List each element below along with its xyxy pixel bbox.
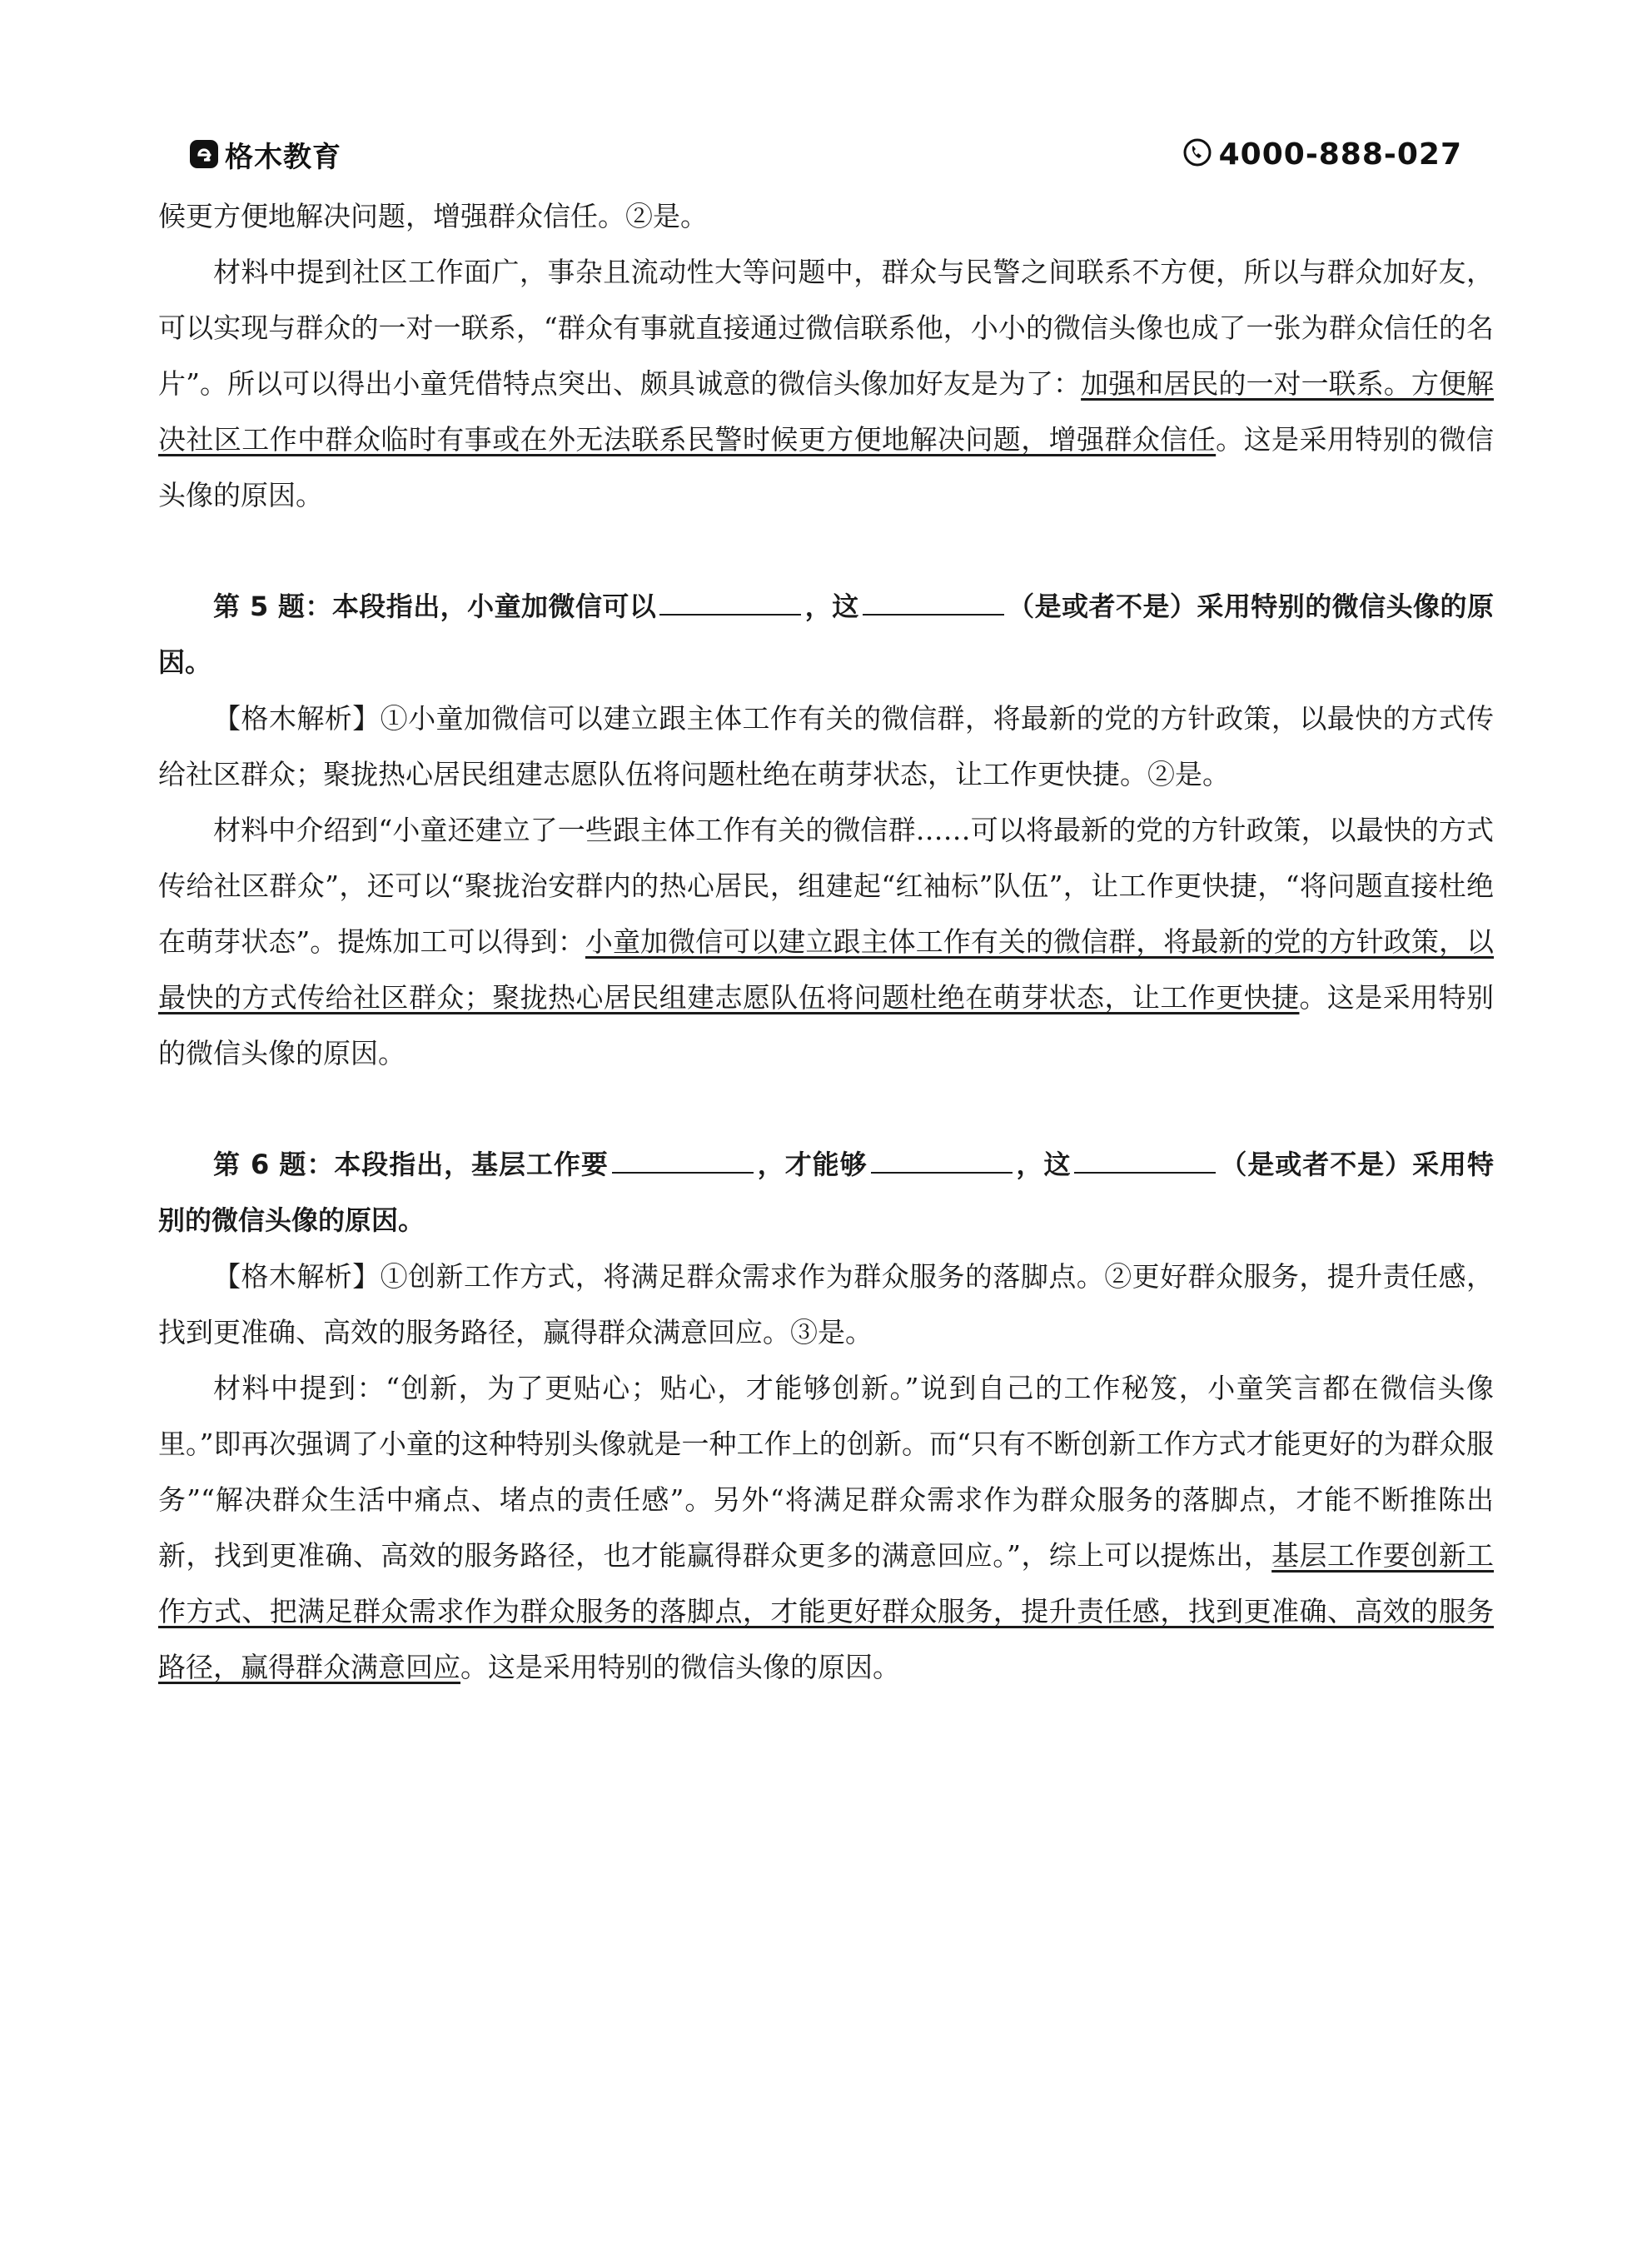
continuation-text: 候更方便地解决问题，增强群众信任。②是。 [158,200,708,232]
text-span: 材料中提到：“创新，为了更贴心；贴心，才能够创新。”说到自己的工作秘笈，小童笑言都在微信头像里。”即再次强调了小童的这种特别头像就是一种工作上的创新。而“只有不断创新工作方式才能更好的为群众服务”“解决群众生活中痛点、堵点的责任感”。另外“将满足群众需求作为群众服务的落脚点，才能不断推陈出新，找到更准确、高效的服务路径，也才能赢得群众更多的满意回应。”，综上可以提炼出， [158,1372,1494,1572]
brand-e-logo-icon [190,140,218,168]
text-span: 。这是采用特别的微信头像的原因。 [460,1651,900,1683]
question-text: 第 5 题：本段指出，小童加微信可以 [213,591,657,622]
answer-blank [871,1147,1013,1174]
question-text: 第 6 题：本段指出，基层工作要 [213,1149,609,1180]
brand [190,134,341,175]
answer-blank [863,589,1004,616]
underlined-answer: 加强和居民的一对一联系。方便解决社区工作中群众临时有事或在外无法联系民警时候更方便地解决问题，增强群众信任 [158,367,1495,456]
text-span: 材料中介绍到“小童还建立了一些跟主体工作有关的微信群……可以将最新的党的方针政策，以最快的方式传给社区群众”，还可以“聚拢治安群内的热心居民，组建起“红袖标”队伍”，让工作更快捷，“将问题直接杜绝在萌芽状态”。提炼加工可以得到： [158,814,1494,958]
answer-6: 【格木解析】①创新工作方式，将满足群众需求作为群众服务的落脚点。②更好群众服务，提升责任感，找到更准确、高效的服务路径，赢得群众满意回应。③是。 [158,1260,1494,1348]
text-span: 。这是采用特别的微信头像的原因。 [158,981,1495,1069]
underlined-answer: 小童加微信可以建立跟主体工作有关的微信群，将最新的党的方针政策，以最快的方式传给社区群众；聚拢热心居民组建志愿队伍将问题杜绝在萌芽状态，让工作更快捷 [158,925,1495,1014]
answer-5: 【格木解析】①小童加微信可以建立跟主体工作有关的微信群，将最新的党的方针政策，以最快的方式传给社区群众；聚拢热心居民组建志愿队伍将问题杜绝在萌芽状态，让工作更快捷。②是。 [158,702,1494,790]
material-paragraph [158,244,1494,523]
question-text: （是或者不是）采用特别的微信头像的原因。 [158,1149,1494,1236]
explanation-6 [158,1360,1494,1695]
page-header [190,133,1462,175]
text-span: 。这是采用特别的微信头像的原因。 [158,423,1495,511]
phone-contact [1182,137,1462,172]
answer-blank [659,589,801,616]
question-text: （是或者不是）采用特别的微信头像的原因。 [158,591,1494,678]
question-text: ，这 [1015,1149,1072,1180]
document-body [158,188,1494,1695]
explanation-5 [158,802,1494,1081]
text-span: 材料中提到社区工作面广，事杂且流动性大等问题中，群众与民警之间联系不方便，所以与群众加好友，可以实现与群众的一对一联系，“群众有事就直接通过微信联系他，小小的微信头像也成了一张为群众信任的名片”。所以可以得出小童凭借特点突出、颇具诚意的微信头像加好友是为了： [158,256,1494,400]
answer-blank [1074,1147,1216,1174]
question-5 [158,579,1494,690]
question-text: ，这 [804,591,859,622]
phone-number: 4000-888-027 [1218,137,1462,172]
question-text: ，才能够 [756,1149,868,1180]
phone-icon [1182,137,1212,171]
brand-name: 格木教育 [225,140,341,174]
answer-blank [612,1147,754,1174]
underlined-answer: 基层工作要创新工作方式、把满足群众需求作为群众服务的落脚点，才能更好群众服务，提升责任感，找到更准确、高效的服务路径，赢得群众满意回应 [158,1539,1495,1683]
question-6 [158,1137,1494,1249]
